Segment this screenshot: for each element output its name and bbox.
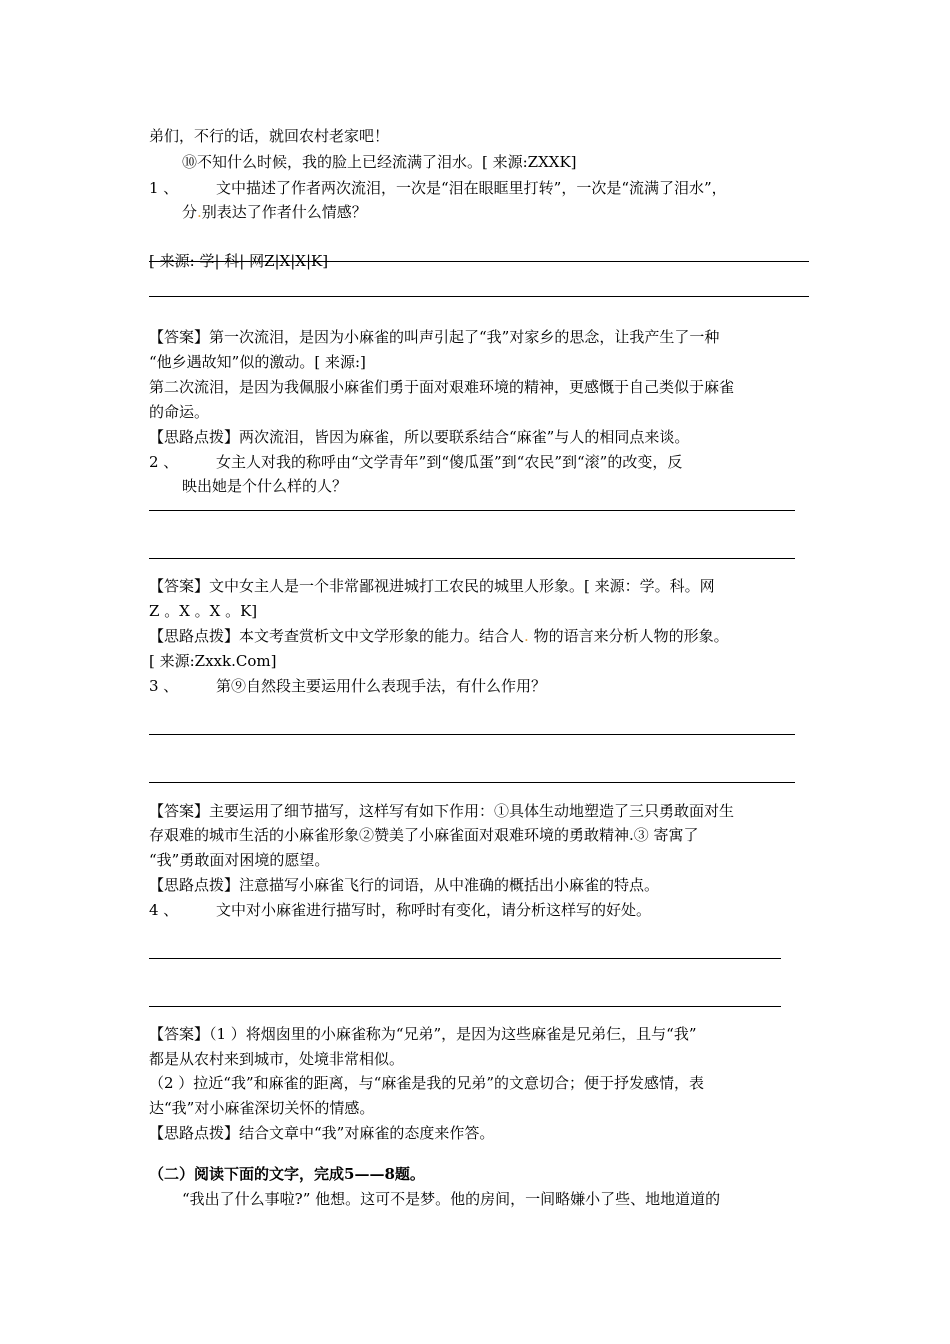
answer-text: “我”勇敢面对困境的愿望。 — [149, 851, 330, 869]
answer-text: （2 ）拉近“我”和麻雀的距离，与“麻雀是我的兄弟”的文意切合；便于抒发感情，表 — [149, 1074, 704, 1092]
hint-text: 【思路点拨】注意描写小麻雀飞行的词语，从中准确的概括出小麻雀的特点。 — [149, 876, 660, 894]
answer-text: “他乡遇故知”似的激动。[ 来源:] — [149, 353, 366, 371]
hint-text-part: 【思路点拨】本文考查赏析文中文学形象的能力。结合人 — [149, 627, 525, 645]
hint-text: 【思路点拨】两次流泪，皆因为麻雀，所以要联系结合“麻雀”与人的相同点来谈。 — [149, 428, 690, 446]
answer-line — [149, 510, 795, 511]
answer-line — [149, 558, 795, 559]
answer-text: 【答案】主要运用了细节描写，这样写有如下作用：①具体生动地塑造了三只勇敢面对生 — [149, 802, 735, 820]
question-text — [182, 202, 367, 222]
question-text: 女主人对我的称呼由“文学青年”到“傻瓜蛋”到“农民”到“滚”的改变，反 — [216, 453, 683, 471]
answer-line — [149, 1006, 781, 1007]
passage-line: ⑩不知什么时候，我的脸上已经流满了泪水。[ 来源:ZXXK] — [182, 153, 577, 171]
answer-text: 达“我”对小麻雀深切关怀的情感。 — [149, 1099, 375, 1117]
question-number: 4 、 — [149, 901, 179, 919]
section-heading: （二）阅读下面的文字，完成5——8题。 — [149, 1165, 425, 1183]
answer-text: Z 。X 。X 。K] — [149, 602, 258, 620]
dot-mark: . — [524, 627, 529, 645]
answer-text: 第二次流泪，是因为我佩服小麻雀们勇于面对艰难环境的精神，更感慨于自己类似于麻雀 — [149, 378, 735, 396]
answer-line — [149, 782, 795, 783]
question-text-part: 分 — [182, 203, 198, 221]
question-number: 1 、 — [149, 179, 179, 197]
question-text-part: 别表达了作者什么情感？ — [201, 203, 367, 221]
passage-line: 弟们，不行的话，就回农村老家吧！ — [149, 127, 390, 145]
answer-text: 存艰难的城市生活的小麻雀形象②赞美了小麻雀面对艰难环境的勇敢精神.③ 寄寓了 — [149, 826, 699, 844]
hint-text-part: 物的语言来分析人物的形象。 — [528, 627, 729, 645]
answer-text: 【答案】（1 ）将烟囱里的小麻雀称为“兄弟”，是因为这些麻雀是兄弟仨，且与“我” — [149, 1025, 697, 1043]
question-text: 第⑨自然段主要运用什么表现手法，有什么作用？ — [216, 677, 547, 695]
answer-line — [149, 958, 781, 959]
question-text: 文中描述了作者两次流泪，一次是“泪在眼眶里打转”，一次是“流满了泪水”， — [216, 179, 727, 197]
answer-text: 的命运。 — [149, 403, 210, 421]
hint-text — [149, 626, 729, 646]
source-note: [ 来源: 学| 科| 网Z|X|X|K] — [149, 252, 329, 270]
question-text: 文中对小麻雀进行描写时，称呼时有变化，请分析这样写的好处。 — [216, 901, 652, 919]
question-number: 2 、 — [149, 453, 179, 471]
answer-text: 【答案】文中女主人是一个非常鄙视进城打工农民的城里人形象。[ 来源：学。科。网 — [149, 577, 715, 595]
answer-text: 【答案】第一次流泪，是因为小麻雀的叫声引起了“我”对家乡的思念，让我产生了一种 — [149, 328, 720, 346]
answer-text: 都是从农村来到城市，处境非常相似。 — [149, 1050, 405, 1068]
hint-text: 【思路点拨】结合文章中“我”对麻雀的态度来作答。 — [149, 1124, 495, 1142]
answer-line — [149, 734, 795, 735]
passage-line: “我出了什么事啦?” 他想。这可不是梦。他的房间，一间略嫌小了些、地地道道的 — [182, 1190, 721, 1208]
answer-line — [149, 296, 809, 297]
dot-mark: . — [197, 203, 202, 221]
answer-line — [149, 261, 809, 262]
question-number: 3 、 — [149, 677, 179, 695]
question-text: 映出她是个什么样的人？ — [182, 477, 348, 495]
source-note: [ 来源:Zxxk.Com] — [149, 652, 277, 670]
